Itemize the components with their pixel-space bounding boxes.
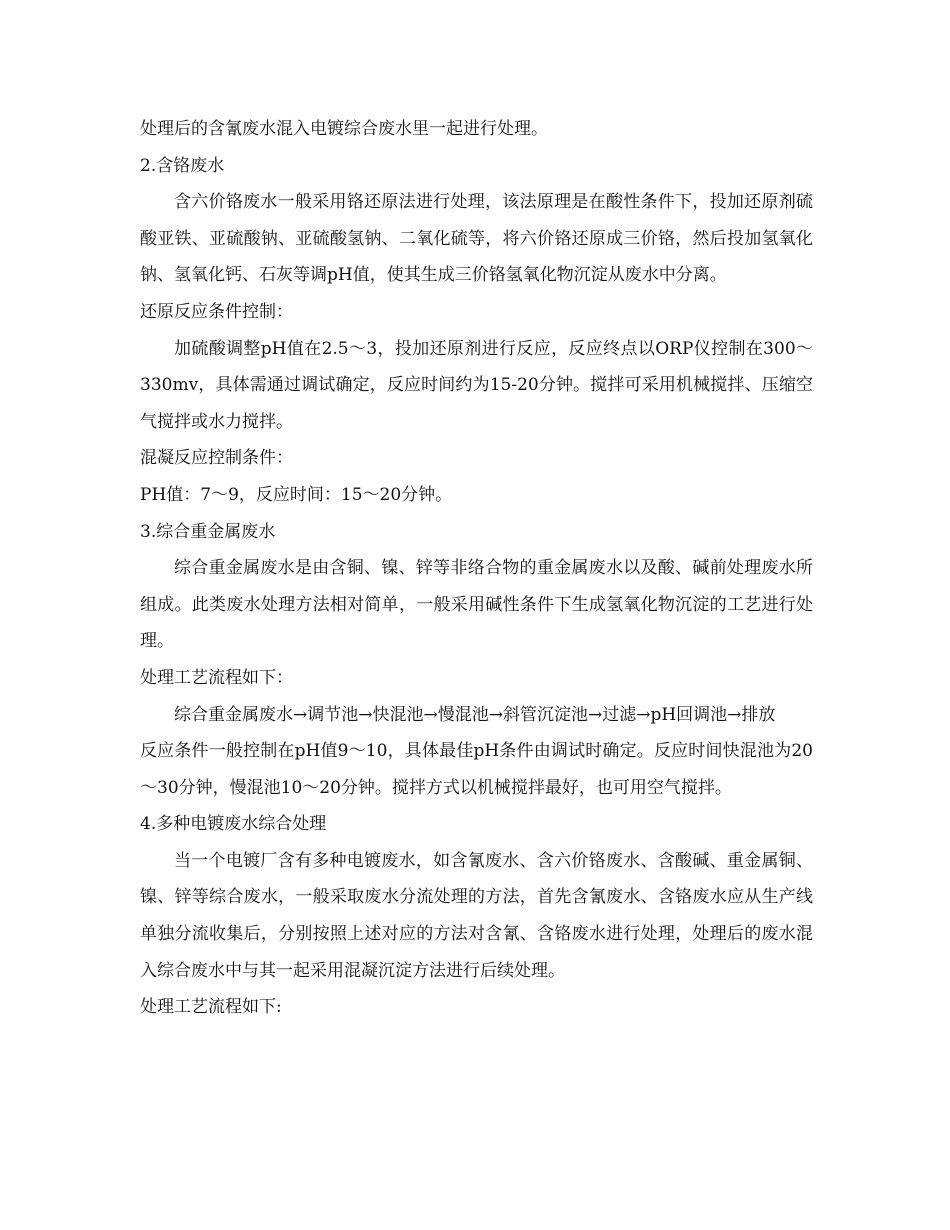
paragraph-heavy-metal-description: 综合重金属废水是由含铜、镍、锌等非络合物的重金属废水以及酸、碱前处理废水所组成。此类废水处理方法相对简单，一般采用碱性条件下生成氢氧化物沉淀的工艺进行处理。 [140,558,813,652]
paragraph-reduction-details: 加硫酸调整pH值在2.5～3，投加还原剂进行反应，反应终点以ORP仪控制在300～330mv，具体需通过调试确定，反应时间约为15-20分钟。搅拌可采用机械搅拌、压缩空气搅拌或水力搅拌。 [140,338,813,432]
subheading-process-flow: 处理工艺流程如下： [140,667,293,688]
paragraph-continuation: 处理后的含氰废水混入电镀综合废水里一起进行处理。 [140,119,548,139]
paragraph-chromium-reduction: 含六价铬废水一般采用铬还原法进行处理，该法原理是在酸性条件下，投加还原剂硫酸亚铁、亚硫酸钠、亚硫酸氢钠、二氧化硫等，将六价铬还原成三价铬，然后投加氢氧化钠、氢氧化钙、石灰等调pH值，使其生成三价铬氢氧化物沉淀从废水中分离。 [140,192,813,286]
paragraph-coagulation-values: PH值：7～9，反应时间：15～20分钟。 [140,484,453,505]
paragraph-reaction-conditions: 反应条件一般控制在pH值9～10，具体最佳pH条件由调试时确定。反应时间快混池为20～30分钟，慢混池10～20分钟。搅拌方式以机械搅拌最好，也可用空气搅拌。 [140,741,813,798]
subheading-reduction-conditions: 还原反应条件控制： [140,301,293,322]
subheading-coagulation-conditions: 混凝反应控制条件： [140,448,293,469]
section-heading-heavy-metal-wastewater: 3.综合重金属废水 [140,521,276,542]
section-heading-combined-treatment: 4.多种电镀废水综合处理 [140,814,327,835]
document-body [140,111,813,1026]
paragraph-process-flow-steps: 综合重金属废水→调节池→快混池→慢混池→斜管沉淀池→过滤→pH回调池→排放 [174,704,776,725]
subheading-process-flow-2: 处理工艺流程如下: [140,997,282,1018]
section-heading-chromium-wastewater: 2.含铬废水 [140,155,225,176]
paragraph-combined-treatment: 当一个电镀厂含有多种电镀废水，如含氰废水、含六价铬废水、含酸碱、重金属铜、镍、锌等综合废水，一般采取废水分流处理的方法，首先含氰废水、含铬废水应从生产线单独分流收集后，分别按照上述对应的方法对含氰、含铬废水进行处理，处理后的废水混入综合废水中与其一起采用混凝沉淀方法进行后续处理。 [140,850,813,981]
